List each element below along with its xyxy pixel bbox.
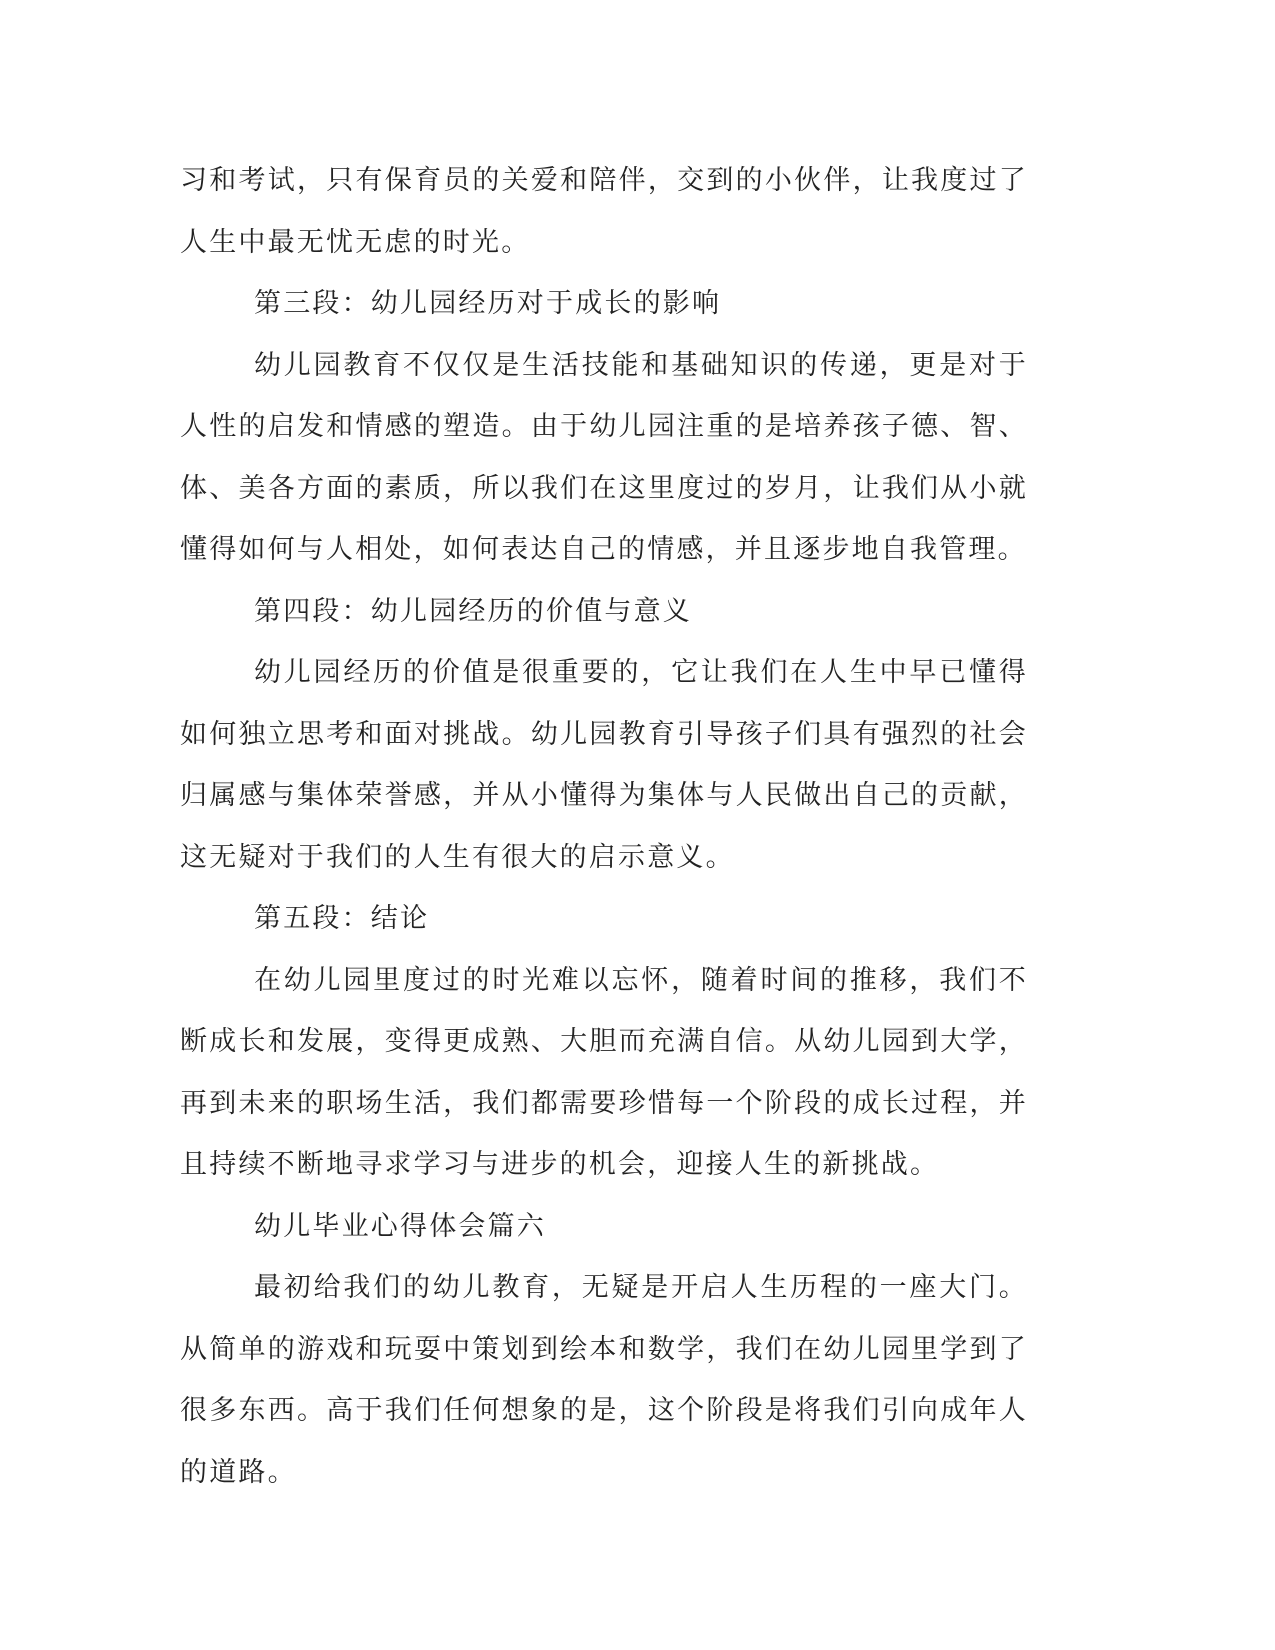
paragraph-section-5: 在幼儿园里度过的时光难以忘怀，随着时间的推移，我们不断成长和发展，变得更成熟、大胆而充满自信。从幼儿园到大学，再到未来的职场生活，我们都需要珍惜每一个阶段的成长过程，并且持续不断地寻求学习与进步的机会，迎接人生的新挑战。 bbox=[180, 964, 1028, 1180]
paragraph-section-3: 幼儿园教育不仅仅是生活技能和基础知识的传递，更是对于人性的启发和情感的塑造。由于幼儿园注重的是培养孩子德、智、体、美各方面的素质，所以我们在这里度过的岁月，让我们从小就懂得如何与人相处，如何表达自己的情感，并且逐步地自我管理。 bbox=[180, 349, 1028, 565]
paragraph-part-6: 最初给我们的幼儿教育，无疑是开启人生历程的一座大门。从简单的游戏和玩耍中策划到绘本和数学，我们在幼儿园里学到了很多东西。高于我们任何想象的是，这个阶段是将我们引向成年人的道路。 bbox=[180, 1272, 1028, 1488]
article-title-part-6: 幼儿毕业心得体会篇六 bbox=[254, 1210, 546, 1242]
section-heading-3: 第三段：幼儿园经历对于成长的影响 bbox=[254, 288, 722, 319]
paragraph-section-4: 幼儿园经历的价值是很重要的，它让我们在人生中早已懂得如何独立思考和面对挑战。幼儿园教育引导孩子们具有强烈的社会归属感与集体荣誉感，并从小懂得为集体与人民做出自己的贡献，这无疑对于我们的人生有很大的启示意义。 bbox=[180, 657, 1028, 873]
section-heading-5: 第五段：结论 bbox=[254, 903, 430, 934]
section-heading-4: 第四段：幼儿园经历的价值与意义 bbox=[254, 595, 692, 627]
document-page bbox=[180, 150, 1028, 1503]
paragraph-continuation: 习和考试，只有保育员的关爱和陪伴，交到的小伙伴，让我度过了人生中最无忧无虑的时光。 bbox=[180, 165, 1028, 258]
